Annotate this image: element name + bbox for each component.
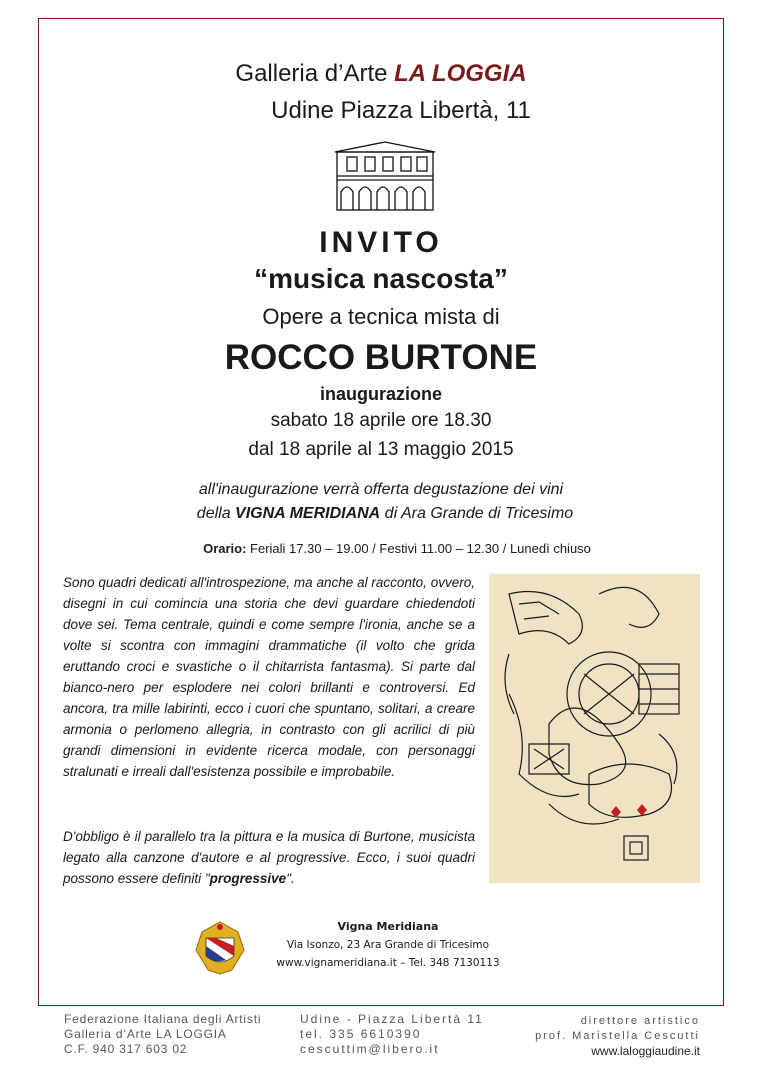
footer-contact: [300, 1012, 484, 1057]
paragraph2-end: ".: [286, 871, 295, 886]
footer-mid-line-1: Udine - Piazza Libertà 11: [300, 1012, 484, 1026]
description-paragraph-1: Sono quadri dedicati all'introspezione, ma anche al racconto, ovvero, disegni in cui comincia una storia che devi guardare chiedendoti dove sei. Tema centrale, quindi e come sempre l'ironia, anche se a volte si scontra con immagini drammatiche (il volto che grida eruttando croci e svastiche o il chitarrista fantasma). Si parte dal bianco-nero per esplodere nei colori brillanti e controversi. Ed ancora, tra mille labirinti, ecco i cuori che spuntano, solitari, a creare armonia o perlomeno allegria, in contrasto con gli acrilici di più grandi dimensioni in evidente ricerca modale, con personaggi stralunati e irreali dall'esistenza possibile e improbabile.: [63, 575, 475, 779]
hours-label: Orario:: [203, 541, 247, 556]
gallery-address: Udine Piazza Libertà, 11: [271, 97, 531, 124]
exhibition-subtitle: Opere a tecnica mista di: [262, 304, 500, 329]
tasting-prefix: della: [196, 505, 236, 522]
artwork-image: [489, 574, 700, 883]
tasting-line-1: all'inaugurazione verrà offerta degustazione dei vini: [198, 481, 564, 498]
footer-left-line-2: Galleria d’Arte LA LOGGIA: [64, 1027, 227, 1041]
sponsor-website[interactable]: www.vignameridiana.it – Tel. 348 7130113: [276, 957, 500, 969]
invite-heading: INVITO: [319, 226, 443, 259]
footer-director: [535, 1014, 700, 1059]
sponsor-name: Vigna Meridiana: [337, 920, 439, 933]
gallery-name: LA LOGGIA: [394, 60, 527, 87]
sponsor-address: Via Isonzo, 23 Ara Grande di Tricesimo: [286, 939, 490, 951]
opening-label: inaugurazione: [319, 384, 442, 404]
hours-text: Feriali 17.30 – 19.00 / Festivi 11.00 – 12.30 / Lunedì chiuso: [246, 541, 591, 556]
footer-website-link[interactable]: www.laloggiaudine.it: [591, 1044, 700, 1058]
artist-name: ROCCO BURTONE: [224, 338, 538, 377]
vigna-meridiana-logo: [190, 918, 250, 978]
tasting-suffix: di Ara Grande di Tricesimo: [380, 505, 574, 522]
footer-left-line-3: C.F. 940 317 603 02: [64, 1042, 188, 1056]
footer-left-line-1: Federazione Italiana degli Artisti: [64, 1012, 262, 1026]
gallery-title: [38, 60, 724, 88]
vineyard-name: VIGNA MERIDIANA: [235, 505, 381, 522]
footer-right-line-1: direttore artistico: [580, 1015, 700, 1027]
exhibition-period: dal 18 aprile al 13 maggio 2015: [248, 439, 514, 460]
opening-date: sabato 18 aprile ore 18.30: [270, 410, 492, 431]
gallery-building-illustration: [333, 140, 437, 212]
footer-mid-line-2: tel. 335 6610390: [300, 1027, 422, 1041]
paragraph2-text: D'obbligo è il parallelo tra la pittura e la musica di Burtone, musicista legato alla canzone d'autore e al progressive. Ecco, i suoi quadri possono essere definiti ": [63, 829, 475, 886]
description-paragraph-2: [63, 826, 475, 889]
footer-right-line-2: prof. Maristella Cescutti: [535, 1030, 700, 1042]
paragraph2-bold: progressive: [209, 871, 287, 886]
tasting-line-2: [42, 505, 728, 523]
gallery-prefix: Galleria d’Arte: [235, 60, 388, 87]
opening-hours: [54, 541, 740, 556]
exhibition-title: “musica nascosta”: [254, 263, 508, 294]
footer-mid-line-3[interactable]: cescuttim@libero.it: [300, 1042, 440, 1056]
footer-federation: [64, 1012, 261, 1057]
